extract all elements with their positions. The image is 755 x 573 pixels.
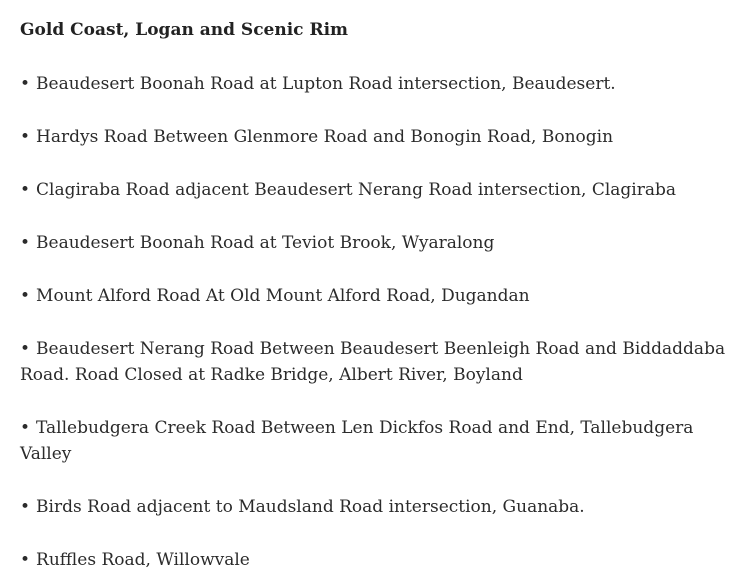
list-item bbox=[20, 283, 742, 309]
bullet-icon: • bbox=[20, 233, 31, 253]
closure-text: Hardys Road Between Glenmore Road and Bonogin Road, Bonogin bbox=[36, 127, 614, 147]
list-item bbox=[20, 336, 742, 388]
closure-text: Beaudesert Boonah Road at Lupton Road intersection, Beaudesert. bbox=[36, 74, 616, 94]
list-item bbox=[20, 547, 742, 573]
closure-text: Clagiraba Road adjacent Beaudesert Nerang Road intersection, Clagiraba bbox=[36, 180, 677, 200]
list-item bbox=[20, 71, 742, 97]
bullet-icon: • bbox=[20, 127, 31, 147]
road-closure-list bbox=[20, 71, 755, 573]
list-item bbox=[20, 494, 742, 520]
bullet-icon: • bbox=[20, 550, 31, 570]
closure-text: Beaudesert Nerang Road Between Beaudesert Beenleigh Road and Biddaddaba Road. Road Closed at Radke Bridge, Albert River, Boyland bbox=[20, 339, 726, 385]
closure-text: Birds Road adjacent to Maudsland Road intersection, Guanaba. bbox=[36, 497, 585, 517]
closure-text: Beaudesert Boonah Road at Teviot Brook, Wyaralong bbox=[36, 233, 495, 253]
list-item bbox=[20, 177, 742, 203]
list-item bbox=[20, 124, 742, 150]
list-item bbox=[20, 230, 742, 256]
bullet-icon: • bbox=[20, 286, 31, 306]
closure-text: Ruffles Road, Willowvale bbox=[36, 550, 250, 570]
closure-text: Tallebudgera Creek Road Between Len Dickfos Road and End, Tallebudgera Valley bbox=[20, 418, 694, 464]
bullet-icon: • bbox=[20, 180, 31, 200]
bullet-icon: • bbox=[20, 74, 31, 94]
bullet-icon: • bbox=[20, 339, 31, 359]
section-heading: Gold Coast, Logan and Scenic Rim bbox=[20, 20, 349, 40]
bullet-icon: • bbox=[20, 418, 31, 438]
list-item bbox=[20, 415, 742, 467]
closure-text: Mount Alford Road At Old Mount Alford Road, Dugandan bbox=[36, 286, 530, 306]
bullet-icon: • bbox=[20, 497, 31, 517]
